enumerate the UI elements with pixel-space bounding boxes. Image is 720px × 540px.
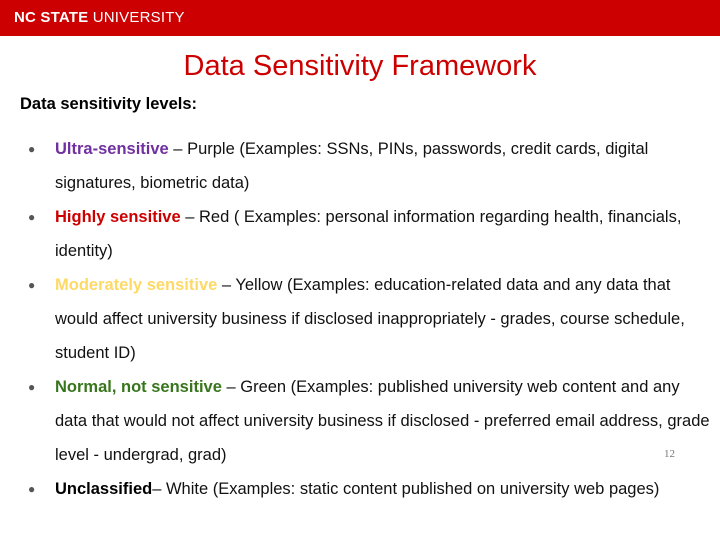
level-name: Normal, not sensitive	[55, 378, 222, 396]
bullet-icon: ●	[28, 278, 36, 292]
level-description: – Yellow (Examples: education-related data and any data that would affect university business if disclosed inappropriately - grades, course schedule, student ID)	[55, 276, 685, 362]
university-logo[interactable]	[14, 9, 185, 26]
page-title: Data Sensitivity Framework	[183, 50, 537, 82]
level-name: Unclassified	[55, 480, 153, 498]
page-subtitle: Data sensitivity levels:	[20, 95, 198, 113]
bullet-icon: ●	[28, 142, 36, 156]
level-name: Highly sensitive	[55, 208, 181, 226]
bullet-icon: ●	[28, 380, 36, 394]
level-item-moderately-sensitive	[26, 268, 710, 370]
bullet-icon: ●	[28, 482, 36, 496]
logo-bold-text: NC STATE	[14, 9, 89, 26]
level-item-unclassified	[26, 472, 710, 506]
logo-rest-text: UNIVERSITY	[88, 9, 185, 26]
level-description: – White (Examples: static content published on university web pages)	[152, 480, 660, 498]
level-name: Ultra-sensitive	[55, 140, 169, 158]
header-bar	[0, 0, 720, 36]
level-description: – Green (Examples: published university web content and any data that would not affect university business if disclosed - preferred email address, grade level - undergrad, grad)	[55, 378, 710, 464]
level-name: Moderately sensitive	[55, 276, 218, 294]
sensitivity-levels-list	[26, 132, 710, 506]
level-item-ultra-sensitive	[26, 132, 710, 200]
level-item-highly-sensitive	[26, 200, 710, 268]
page-number: 12	[664, 448, 675, 460]
level-description: – Purple (Examples: SSNs, PINs, passwords, credit cards, digital signatures, biometric data)	[55, 140, 649, 192]
level-item-normal	[26, 370, 710, 472]
level-description: – Red ( Examples: personal information regarding health, financials, identity)	[55, 208, 682, 260]
bullet-icon: ●	[28, 210, 36, 224]
